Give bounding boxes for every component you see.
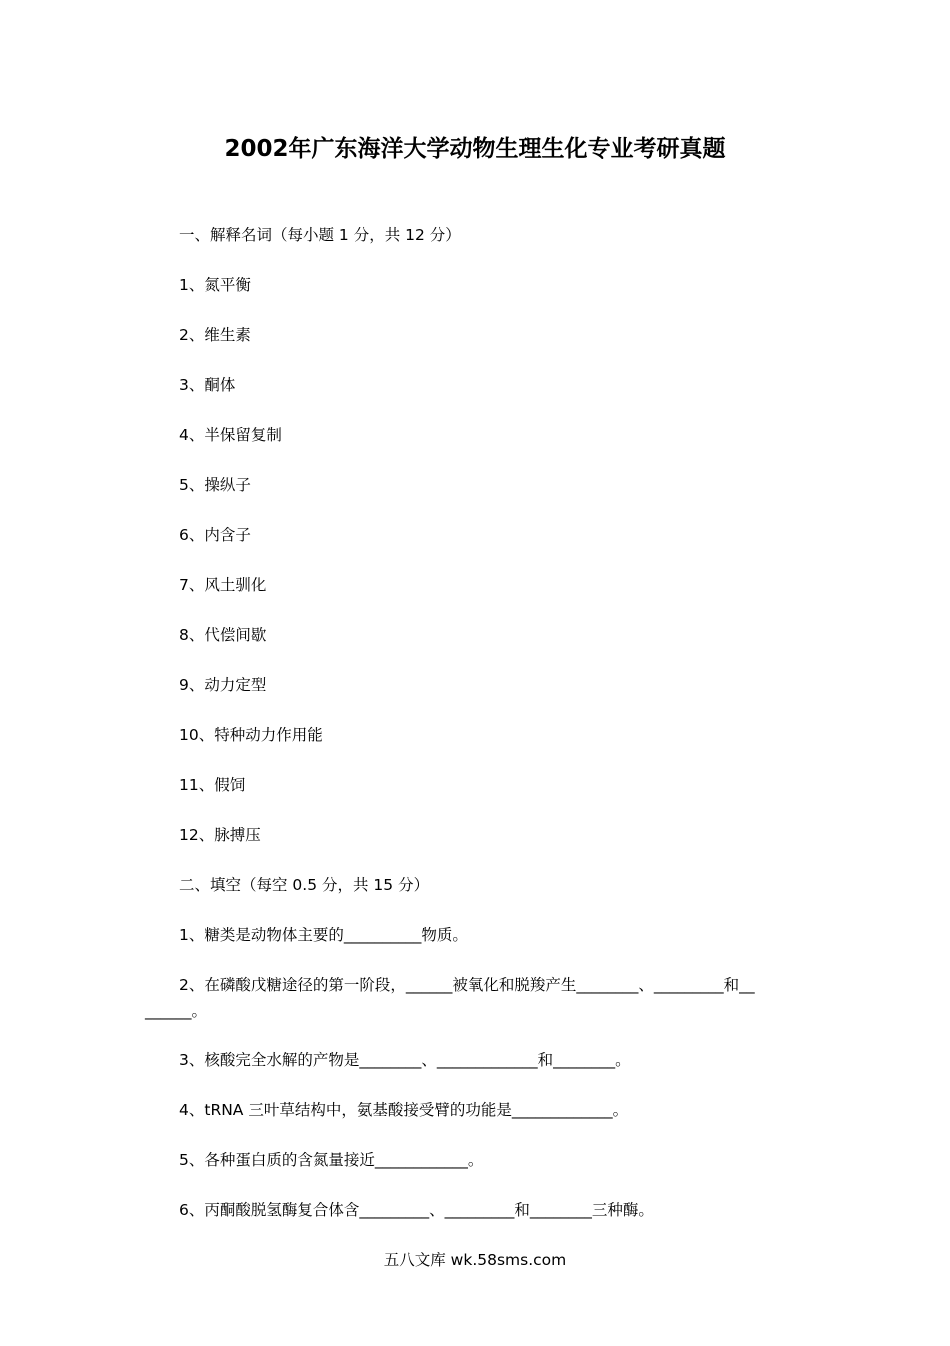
term-item: 12、脉搏压 [179,826,261,844]
term-item: 3、酮体 [179,376,236,394]
term-item: 11、假饲 [179,776,246,794]
term-item: 9、动力定型 [179,676,267,694]
question-item: 6、丙酮酸脱氢酶复合体含_________、_________和________三种酶。 [179,1201,654,1219]
question-item: 4、tRNA 三叶草结构中，氨基酸接受臂的功能是_____________。 [179,1101,629,1119]
term-item: 7、风土驯化 [179,576,267,594]
document-title: 2002年广东海洋大学动物生理生化专业考研真题 [224,136,726,162]
question-continuation: ______。 [145,1002,208,1020]
term-item: 4、半保留复制 [179,426,282,444]
term-item: 2、维生素 [179,326,251,344]
section-heading: 一、解释名词（每小题 1 分，共 12 分） [179,226,461,244]
term-item: 6、内含子 [179,526,251,544]
term-item: 5、操纵子 [179,476,251,494]
question-item: 2、在磷酸戊糖途径的第一阶段，______被氧化和脱羧产生________、_________和__ [179,976,755,994]
term-item: 8、代偿间歇 [179,626,267,644]
section-heading: 二、填空（每空 0.5 分，共 15 分） [179,876,430,894]
term-item: 1、氮平衡 [179,276,251,294]
question-item: 1、糖类是动物体主要的__________物质。 [179,926,468,944]
page-footer: 五八文库 wk.58sms.com [383,1251,567,1269]
question-item: 5、各种蛋白质的含氮量接近____________。 [179,1151,484,1169]
term-item: 10、特种动力作用能 [179,726,323,744]
question-item: 3、核酸完全水解的产物是________、_____________和________。 [179,1051,631,1069]
